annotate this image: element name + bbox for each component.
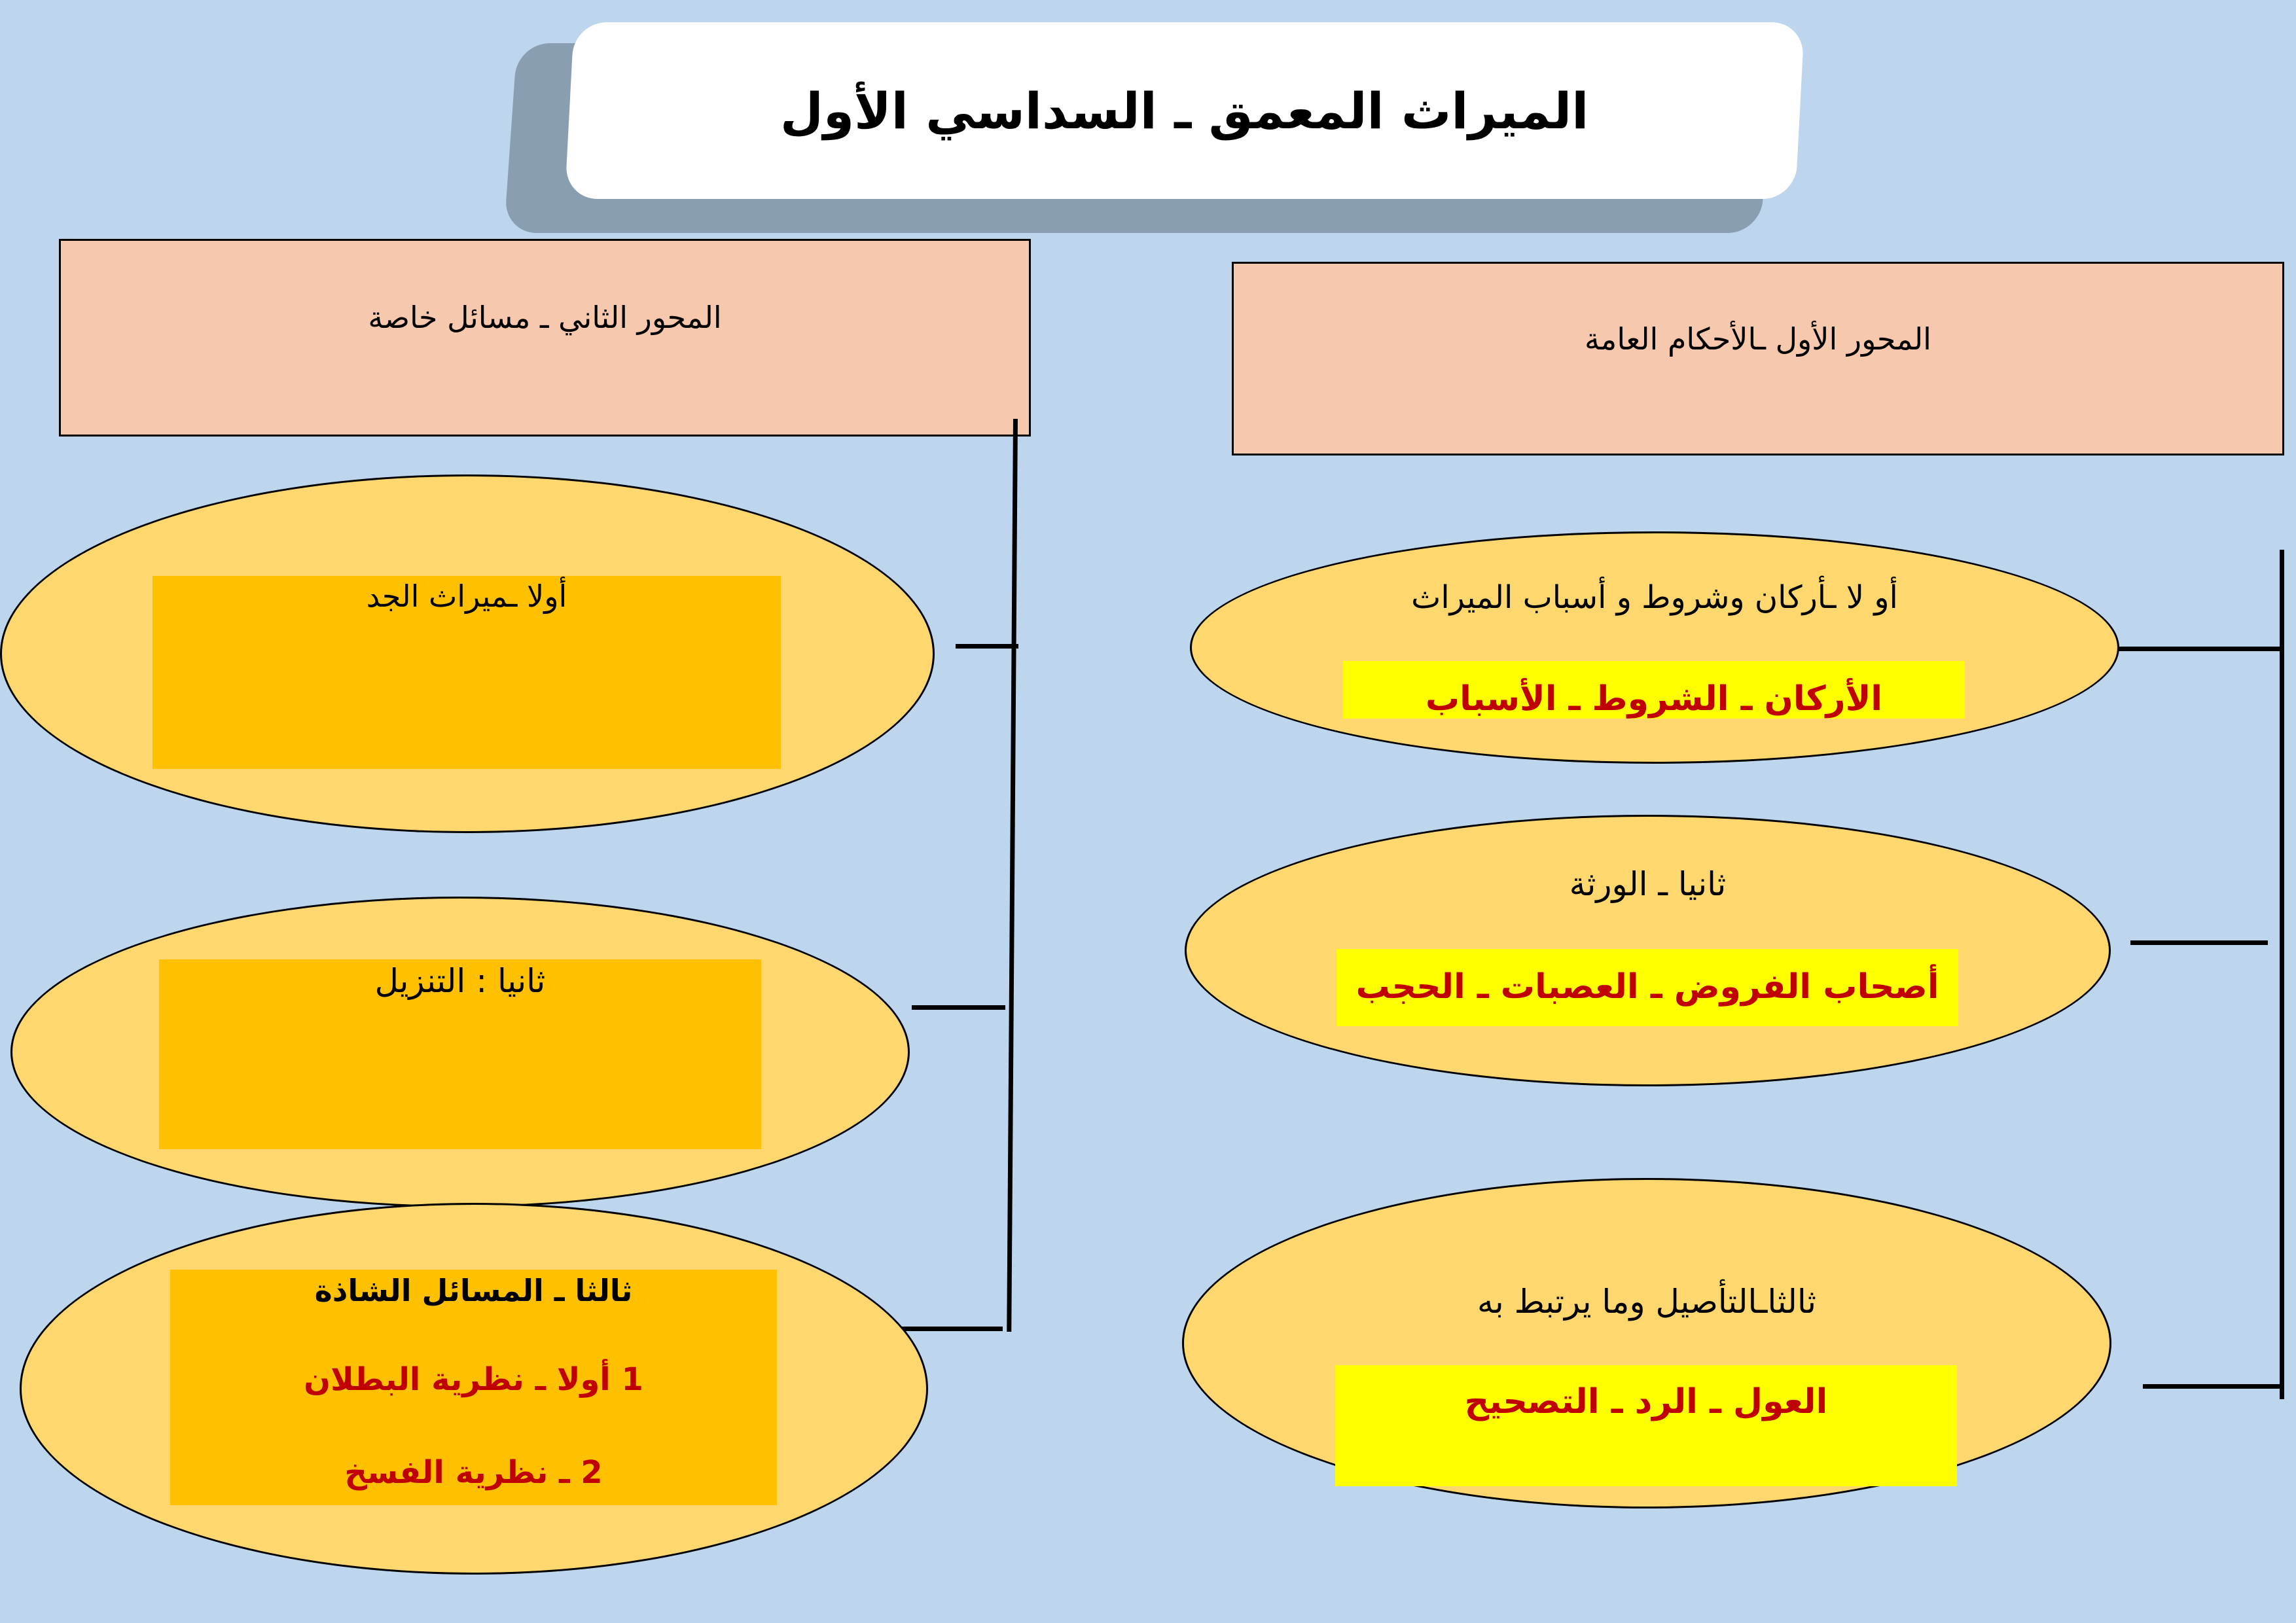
right-node-2-heading: ثانيا ـ الورثة xyxy=(1569,865,1727,903)
right-node-1-heading: أو لا ـأركان وشروط و أسباب الميراث xyxy=(1411,579,1898,616)
page-title: الميراث المعمق ـ السداسي الأول xyxy=(780,81,1589,140)
left-branch-3 xyxy=(898,1327,1003,1331)
right-axis-header xyxy=(1232,262,2284,455)
right-branch-1 xyxy=(2115,647,2280,651)
right-node-3-heading: ثالثاـالتأصيل وما يرتبط به xyxy=(1477,1283,1817,1321)
right-vertical-connector xyxy=(2280,550,2284,1399)
left-node-3-sub1: 1 أولا ـ نظرية البطلان xyxy=(304,1361,643,1398)
right-branch-2 xyxy=(2130,940,2268,945)
left-vertical-connector xyxy=(1007,419,1018,1332)
left-branch-1 xyxy=(956,644,1018,649)
title-banner xyxy=(565,22,1804,199)
right-node-2-box xyxy=(1336,949,1958,1026)
right-node-1 xyxy=(1190,531,2119,764)
right-node-1-box xyxy=(1343,661,1965,719)
left-axis-title: المحور الثاني ـ مسائل خاصة xyxy=(368,300,722,335)
right-node-3-box xyxy=(1335,1365,1957,1486)
right-node-2-detail: أصحاب الفروض ـ العصبات ـ الحجب xyxy=(1355,967,1939,1007)
right-node-1-detail: الأركان ـ الشروط ـ الأسباب xyxy=(1425,679,1883,719)
left-branch-2 xyxy=(912,1005,1005,1010)
right-branch-3 xyxy=(2143,1384,2280,1389)
left-node-2-heading: ثانيا : التنزيل xyxy=(374,962,546,1000)
right-axis-title: المحور الأول ـالأحكام العامة xyxy=(1585,321,1931,357)
left-node-3-sub2: 2 ـ نظرية الفسخ xyxy=(344,1454,603,1491)
left-node-1-heading: أولا ـميراث الجد xyxy=(366,579,567,614)
left-axis-header xyxy=(59,239,1031,437)
left-node-3-heading: ثالثا ـ المسائل الشاذة xyxy=(314,1273,633,1308)
right-node-3-detail: العول ـ الرد ـ التصحيح xyxy=(1464,1382,1828,1421)
